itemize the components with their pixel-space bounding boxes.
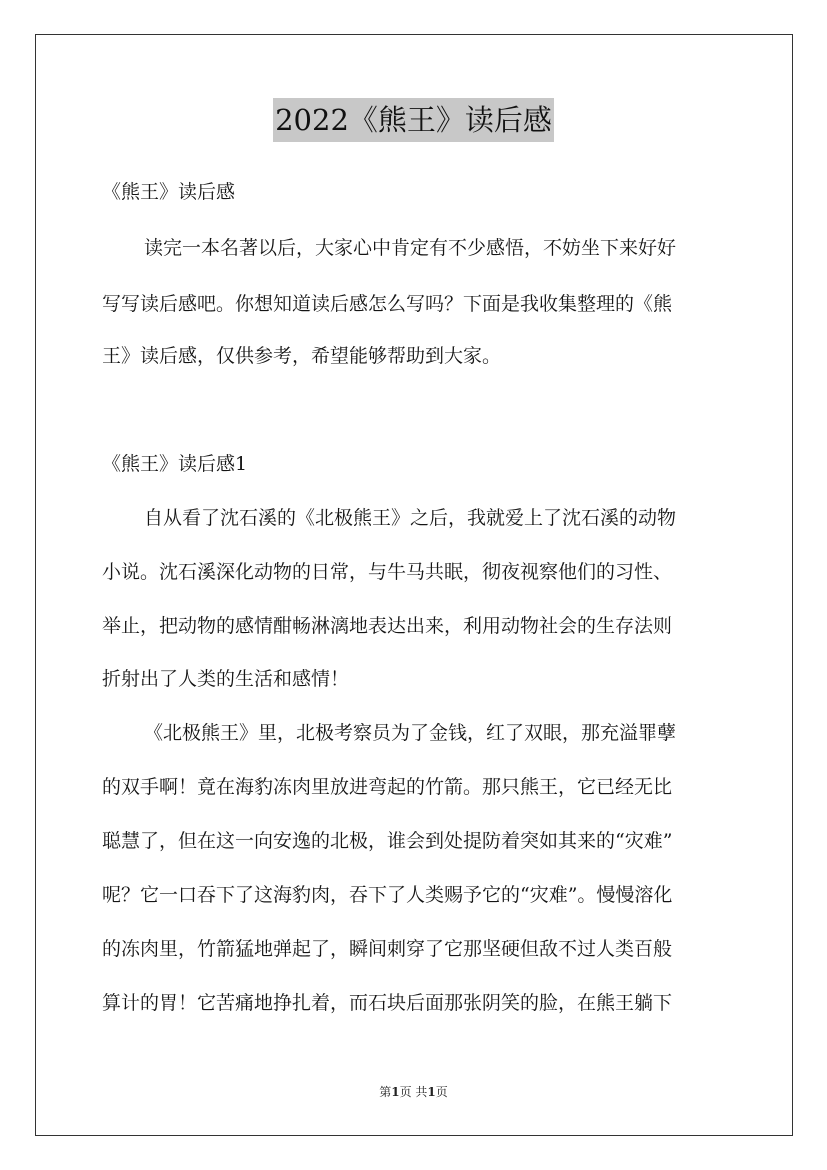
- page-footer: [0, 1083, 827, 1100]
- paragraph-line: 呢？它一口吞下了这海豹肉，吞下了人类赐予它的“灾难”。慢慢溶化: [102, 884, 673, 906]
- section-heading: 《熊王》读后感: [102, 181, 236, 203]
- title-wrapper: [0, 98, 827, 142]
- document-title: 2022《熊王》读后感: [273, 98, 554, 142]
- paragraph-line: 的双手啊！竟在海豹冻肉里放进弯起的竹箭。那只熊王，它已经无比: [102, 776, 673, 798]
- page-number: 1: [391, 1085, 400, 1099]
- paragraph-line: 的冻肉里，竹箭猛地弹起了，瞬间刺穿了它那坚硬但敌不过人类百般: [102, 938, 673, 960]
- paragraph-line: 自从看了沈石溪的《北极熊王》之后，我就爱上了沈石溪的动物: [144, 507, 677, 529]
- paragraph-line: 算计的胃！它苦痛地挣扎着，而石块后面那张阴笑的脸，在熊王躺下: [102, 992, 673, 1014]
- paragraph-line: 举止，把动物的感情酣畅淋漓地表达出来，利用动物社会的生存法则: [102, 615, 673, 637]
- paragraph-line: 王》读后感，仅供参考，希望能够帮助到大家。: [102, 345, 502, 367]
- page-total: 1: [427, 1085, 436, 1099]
- footer-label: 页: [435, 1085, 448, 1099]
- paragraph-line: 《北极熊王》里，北极考察员为了金钱，红了双眼，那充溢罪孽: [144, 722, 677, 744]
- paragraph-line: 折射出了人类的生活和感情！: [102, 668, 350, 690]
- paragraph-line: 小说。沈石溪深化动物的日常，与牛马共眠，彻夜视察他们的习性、: [102, 561, 673, 583]
- section-heading: 《熊王》读后感1: [102, 453, 248, 475]
- paragraph-line: 聪慧了，但在这一向安逸的北极，谁会到处提防着突如其来的“灾难”: [102, 830, 673, 852]
- paragraph-line: 读完一本名著以后，大家心中肯定有不少感悟，不妨坐下来好好: [144, 237, 677, 259]
- footer-label: 第: [379, 1085, 392, 1099]
- paragraph-line: 写写读后感吧。你想知道读后感怎么写吗？下面是我收集整理的《熊: [102, 293, 673, 315]
- footer-label: 页 共: [399, 1085, 428, 1099]
